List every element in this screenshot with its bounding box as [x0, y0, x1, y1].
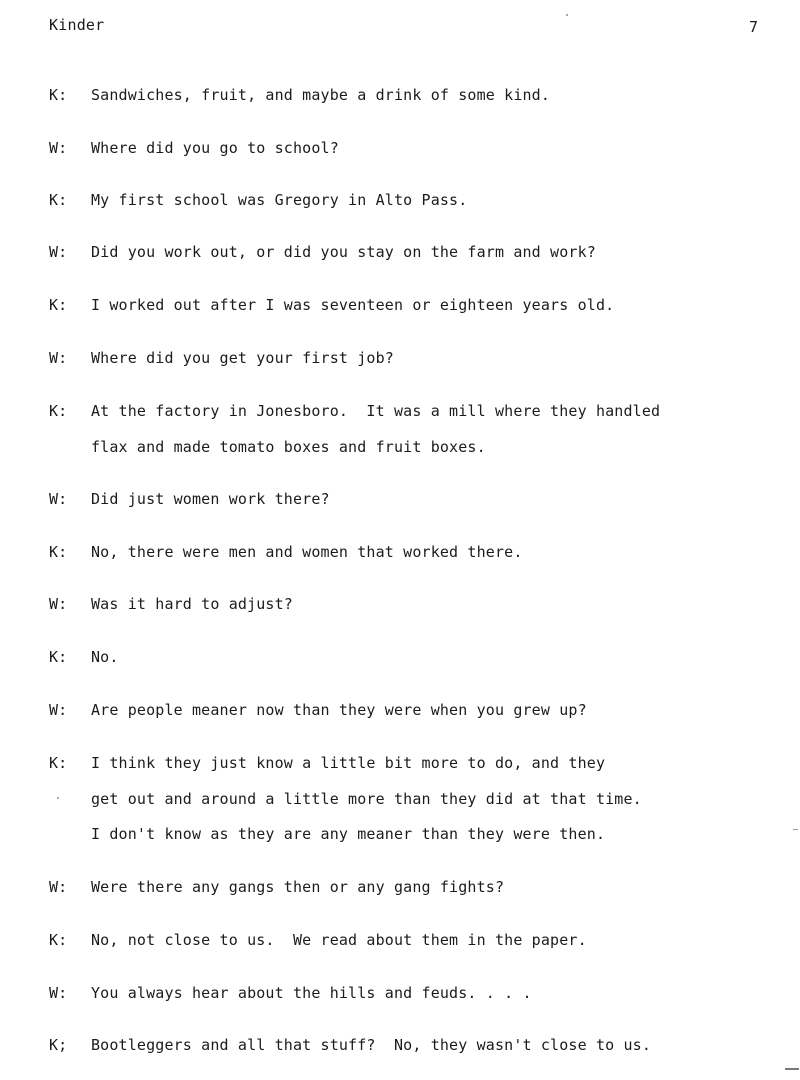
- utterance-line: I worked out after I was seventeen or eighteen years old.: [91, 296, 615, 314]
- utterance-line: Was it hard to adjust?: [91, 595, 293, 613]
- utterance-line: At the factory in Jonesboro. It was a mill where they handled: [91, 402, 661, 420]
- utterance-line: Sandwiches, fruit, and maybe a drink of some kind.: [91, 86, 551, 104]
- speaker-label: W:: [49, 878, 68, 896]
- utterance-line: Where did you get your first job?: [91, 349, 394, 367]
- speaker-label: W:: [49, 243, 68, 261]
- utterance-line: Did just women work there?: [91, 490, 330, 508]
- utterance-line: flax and made tomato boxes and fruit boxes.: [91, 437, 486, 456]
- interviewee-name-header: Kinder: [49, 16, 105, 34]
- speaker-label: K:: [49, 402, 68, 420]
- scan-speck: [566, 14, 568, 16]
- speaker-label: W:: [49, 701, 68, 719]
- speaker-label: K:: [49, 296, 68, 314]
- speaker-label: W:: [49, 490, 68, 508]
- scan-speck: [57, 797, 59, 799]
- utterance-line: Where did you go to school?: [91, 139, 339, 157]
- page-edge-mark: [785, 1068, 799, 1070]
- speaker-label: W:: [49, 595, 68, 613]
- utterance-line: Did you work out, or did you stay on the farm and work?: [91, 243, 596, 261]
- speaker-label: K;: [49, 1036, 68, 1054]
- utterance-line: get out and around a little more than they did at that time.: [91, 789, 642, 808]
- speaker-label: W:: [49, 139, 68, 157]
- utterance-line: No, there were men and women that worked there.: [91, 543, 523, 561]
- speaker-label: K:: [49, 931, 68, 949]
- utterance-line: Are people meaner now than they were when you grew up?: [91, 701, 587, 719]
- speaker-label: K:: [49, 648, 68, 666]
- speaker-label: W:: [49, 349, 68, 367]
- speaker-label: K:: [49, 543, 68, 561]
- scan-speck: [793, 829, 798, 830]
- utterance-line: No.: [91, 648, 119, 666]
- utterance-line: Were there any gangs then or any gang fights?: [91, 878, 505, 896]
- utterance-line: My first school was Gregory in Alto Pass.: [91, 191, 468, 209]
- utterance-line: I think they just know a little bit more to do, and they: [91, 754, 606, 772]
- utterance-line: No, not close to us. We read about them in the paper.: [91, 931, 587, 949]
- utterance-line: I don't know as they are any meaner than they were then.: [91, 825, 606, 843]
- speaker-label: K:: [49, 754, 68, 772]
- utterance-line: Bootleggers and all that stuff? No, they wasn't close to us.: [91, 1036, 652, 1054]
- speaker-label: W:: [49, 984, 68, 1002]
- utterance-line: You always hear about the hills and feuds. . . .: [91, 984, 532, 1002]
- speaker-label: K:: [49, 86, 68, 104]
- page-number: 7: [749, 18, 759, 36]
- speaker-label: K:: [49, 191, 68, 209]
